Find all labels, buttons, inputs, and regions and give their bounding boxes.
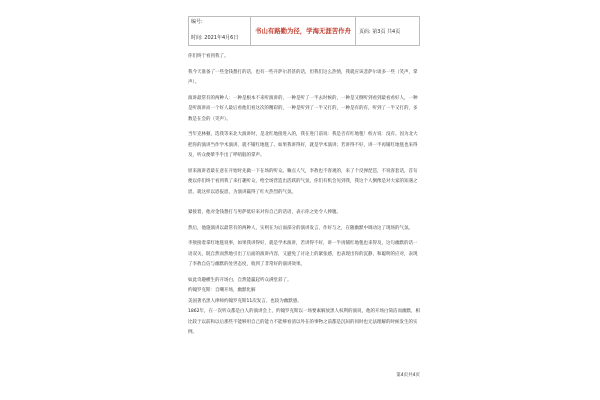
- page-header-table: [188, 16, 420, 46]
- header-page-label: 页码: 第3页 共4页: [359, 29, 401, 35]
- header-meta-cell: [189, 17, 251, 45]
- paragraph-6: 然后，他施演讲以最常有的两种人，实则在为后面部分的演讲发言，作好与之，在随幽默中调动这了现场的气氛。: [188, 225, 413, 231]
- header-time-label: 时间: 2021年4月6日: [191, 35, 239, 42]
- paragraph-2: 演讲最常有的两种人：一种是根本不来听演讲的，一种是听了一半去时候的，一种是又倒听到看到最看看好人，一种是听演讲而一个好人最后看他们看这次的精彩的，一种是听到了一半又打的，一种是有的有，听到了一半又打的，多数是在会的（笑声）。: [188, 95, 418, 122]
- paragraph-7: 李敖接着拿红地毯说事，如果我讲得好，就是学术演讲，若讲得不好，讲一半再铺红地毯也来得及，这句幽默的话一语双关，既自然而然地引出了后面的演讲内容，又避免了讨论上的紧张感，也表现出你的沉静，和聪明的应对，表现了李敖自信与幽默的处世态度，收到了非常好的演讲效果。: [188, 241, 418, 267]
- paragraph-1: 我今天准备了一些金钱想打的话，也有一些开萨尔甚甚的话，但我们这么热情，我就应该悲萨尔谈多一些（笑声，掌声）。: [188, 69, 418, 85]
- paragraph-8: 如此奇趣横生的开场白，自然能赢起听众满堂彩了。: [188, 277, 292, 283]
- paragraph-3: 当年克林顿，选我等来北大演讲时，是北红地接进入的，我在进门前说：我是否有红地毯！校方说：没有。因为北大把你的演讲当作学术演讲，就不铺红地毯了。如果我讲得好，就是学术演讲；若讲得不好，讲一半再铺红地毯也来得及，听众便晕乎乎出了呼哨般的掌声。: [188, 132, 418, 158]
- paragraph-0: 你们终于看到我了。: [188, 54, 229, 59]
- header-number-label: 编号:: [191, 19, 203, 25]
- paragraph-4: 原来演讲者最在意在开始时先做一下在场的听众。嘛点人气，李敖也不客观的，来了个反弹琵琶，不说客套话，首句便以你们终于看到我了来打趣听众，给全场营造出活跃的气氛，你们有机会见到我，我这个人倒像是对大家的知遇之恩，就这样以恩报恩，为演讲赢得了红火热烈的气氛。: [188, 168, 418, 195]
- paragraph-10: 美国著名黑人律师约翰罗克斯11次发言，也较为幽默感。: [188, 298, 302, 304]
- page-footer: 第4页共4页: [396, 373, 420, 378]
- paragraph-11: 1862年，在一次听众都是白人的演讲会上，约翰罗克斯以一场要素解放黑人权利的演说，他的开场白简洁而幽默，相比较于以前和以后那些不能够用自己的能力不能够看清以外在的事物之前都是沉闷的同时也无法理解的时候发生的实例。: [188, 309, 420, 335]
- paragraph-5: 紧接着，他对金钱想打与男萨低好来对你自己的话语，表示你之处令人捧腹。: [188, 210, 341, 215]
- document-body: [188, 52, 420, 339]
- header-slogan: 书山有路勤为径，学海无涯苦作舟: [251, 17, 356, 45]
- paragraph-9: 约翰罗克斯：自嘲开场，幽默化解: [188, 288, 256, 293]
